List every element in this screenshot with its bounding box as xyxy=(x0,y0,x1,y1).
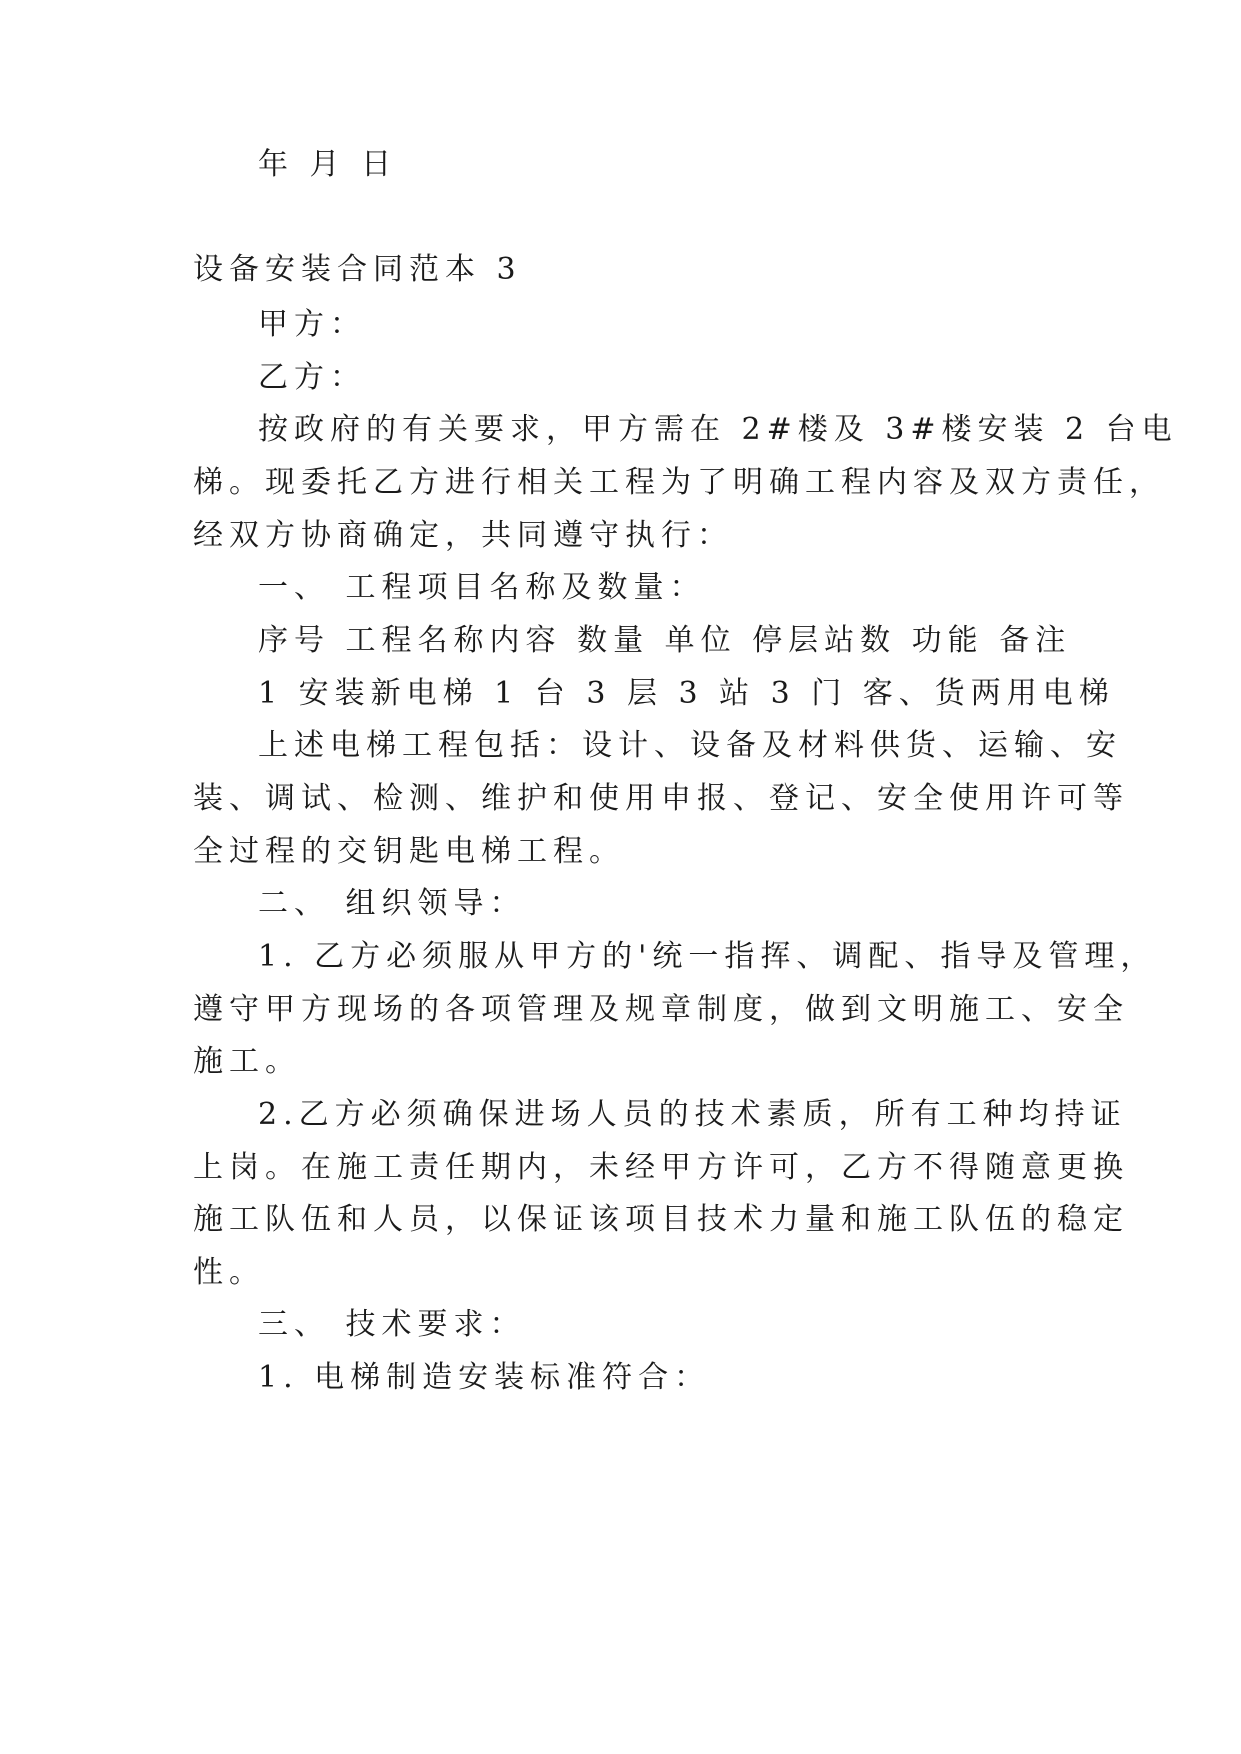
section-2-item-1-line: 1. 乙方必须服从甲方的'统一指挥、调配、指导及管理， xyxy=(258,939,1157,974)
section-2-item-2-line: 施工队伍和人员，以保证该项目技术力量和施工队伍的稳定 xyxy=(193,1202,1129,1237)
section-1-heading: 一、 工程项目名称及数量： xyxy=(258,570,706,605)
section-2-item-2-line: 2.乙方必须确保进场人员的技术素质，所有工种均持证 xyxy=(258,1097,1127,1132)
party-b-label: 乙方： xyxy=(258,360,366,395)
scope-paragraph-line: 全过程的交钥匙电梯工程。 xyxy=(193,834,625,869)
intro-paragraph-line: 经双方协商确定，共同遵守执行： xyxy=(193,518,733,553)
section-2-item-2-line: 性。 xyxy=(193,1255,265,1290)
section-2-item-1-line: 施工。 xyxy=(193,1044,301,1079)
document-title: 设备安装合同范本 3 xyxy=(193,252,522,287)
intro-paragraph-line: 按政府的有关要求，甲方需在 2#楼及 3#楼安装 2 台电 xyxy=(258,412,1178,447)
table-data-row: 1 安装新电梯 1 台 3 层 3 站 3 门 客、货两用电梯 xyxy=(258,676,1115,711)
section-2-item-1-line: 遵守甲方现场的各项管理及规章制度，做到文明施工、安全 xyxy=(193,992,1129,1027)
scope-paragraph-line: 上述电梯工程包括：设计、设备及材料供货、运输、安 xyxy=(258,728,1122,763)
intro-paragraph-line: 梯。现委托乙方进行相关工程为了明确工程内容及双方责任， xyxy=(193,465,1165,500)
section-2-heading: 二、 组织领导： xyxy=(258,886,526,921)
table-header-row: 序号 工程名称内容 数量 单位 停层站数 功能 备注 xyxy=(258,623,1072,658)
section-2-item-2-line: 上岗。在施工责任期内，未经甲方许可，乙方不得随意更换 xyxy=(193,1150,1129,1185)
date-line: 年 月 日 xyxy=(258,147,398,182)
party-a-label: 甲方： xyxy=(258,307,366,342)
section-3-item-1: 1. 电梯制造安装标准符合： xyxy=(258,1360,711,1395)
scope-paragraph-line: 装、调试、检测、维护和使用申报、登记、安全使用许可等 xyxy=(193,781,1129,816)
section-3-heading: 三、 技术要求： xyxy=(258,1307,526,1342)
